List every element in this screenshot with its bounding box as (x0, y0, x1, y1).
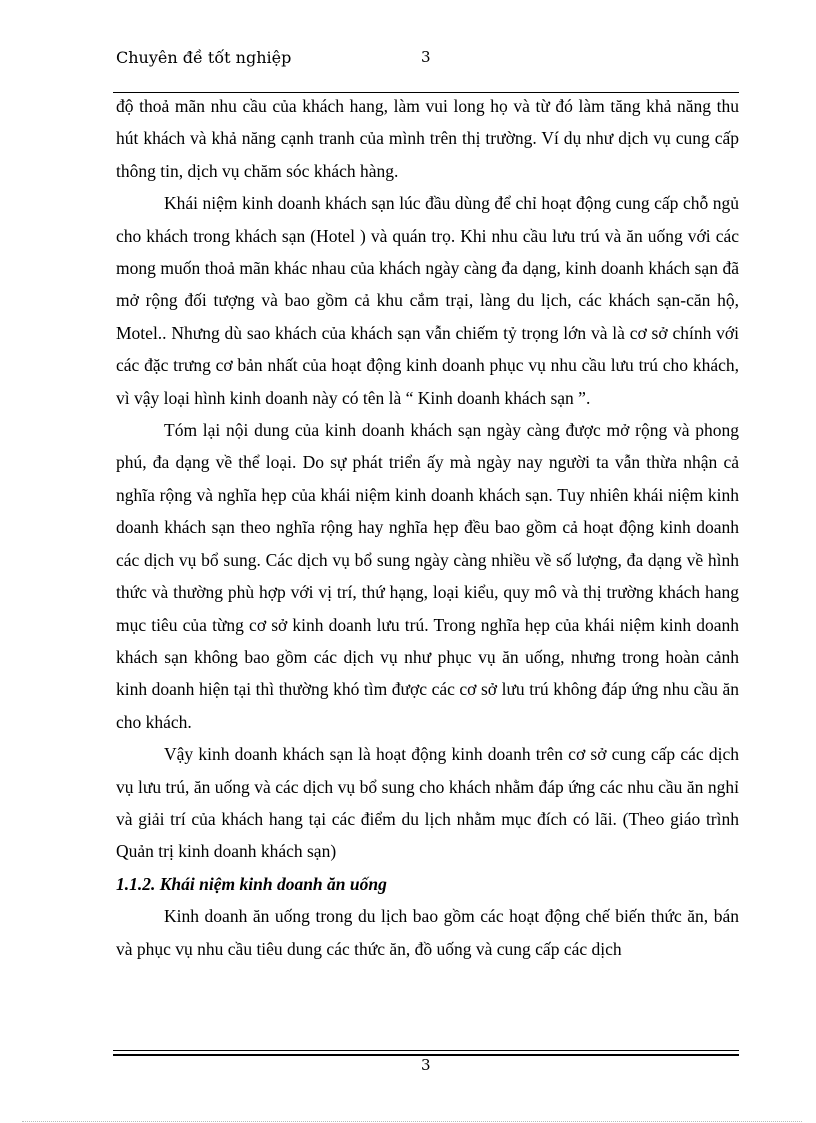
document-body (116, 90, 739, 965)
paragraph-summary: Tóm lại nội dung của kinh doanh khách sạn ngày càng được mở rộng và phong phú, đa dạng về thể loại. Do sự phát triển ấy mà ngày nay người ta vẫn thừa nhận cả nghĩa rộng và nghĩa hẹp của khái niệm kinh doanh khách sạn. Tuy nhiên khái niệm kinh doanh khách sạn theo nghĩa rộng hay nghĩa hẹp đều bao gồm cả hoạt động kinh doanh các dịch vụ bổ sung. Các dịch vụ bổ sung ngày càng nhiều về số lượng, đa dạng về hình thức và thường phù hợp với vị trí, thứ hạng, loại kiểu, quy mô và thị trường khách hang mục tiêu của từng cơ sở kinh doanh lưu trú. Trong nghĩa hẹp của khái niệm kinh doanh khách sạn không bao gồm các dịch vụ như phục vụ ăn uống, nhưng trong hoàn cảnh kinh doanh hiện tại thì thường khó tìm được các cơ sở lưu trú không đáp ứng nhu cầu ăn cho khách. (116, 420, 739, 732)
page-edge-dotted-line (22, 1121, 802, 1122)
section-heading: 1.1.2. Khái niệm kinh doanh ăn uống (116, 873, 387, 894)
paragraph-hotel-concept: Khái niệm kinh doanh khách sạn lúc đầu dùng để chỉ hoạt động cung cấp chỗ ngủ cho khách trong khách sạn (Hotel ) và quán trọ. Khi nhu cầu lưu trú và ăn uống với các mong muốn thoả mãn khác nhau của khách ngày càng đa dạng, kinh doanh khách sạn đã mở rộng đối tượng và bao gồm cả khu cắm trại, làng du lịch, các khách sạn-căn hộ, Motel.. Nhưng dù sao khách của khách sạn vẫn chiếm tỷ trọng lớn và là cơ sở chính với các đặc trưng cơ bản nhất của hoạt động kinh doanh phục vụ nhu cầu lưu trú cho khách, vì vậy loại hình kinh doanh này có tên là “ Kinh doanh khách sạn ”. (116, 193, 739, 408)
header-page-number: 3 (421, 48, 431, 66)
paragraph-continuation: độ thoả mãn nhu cầu của khách hang, làm vui long họ và từ đó làm tăng khả năng thu hút khách và khả năng cạnh tranh của mình trên thị trường. Ví dụ như dịch vụ cung cấp thông tin, dịch vụ chăm sóc khách hàng. (116, 96, 739, 181)
footer-divider-thin (113, 1050, 739, 1051)
footer-page-number: 3 (421, 1056, 431, 1074)
header-title: Chuyên đề tốt nghiệp (116, 48, 292, 67)
paragraph-food-business: Kinh doanh ăn uống trong du lịch bao gồm các hoạt động chế biến thức ăn, bán và phục vụ nhu cầu tiêu dung các thức ăn, đồ uống và cung cấp các dịch (116, 906, 739, 959)
paragraph-definition: Vậy kinh doanh khách sạn là hoạt động kinh doanh trên cơ sở cung cấp các dịch vụ lưu trú, ăn uống và các dịch vụ bổ sung cho khách nhằm đáp ứng các nhu cầu ăn nghỉ và giải trí của khách hang tại các điểm du lịch nhằm mục đích có lãi. (Theo giáo trình Quản trị kinh doanh khách sạn) (116, 744, 739, 862)
